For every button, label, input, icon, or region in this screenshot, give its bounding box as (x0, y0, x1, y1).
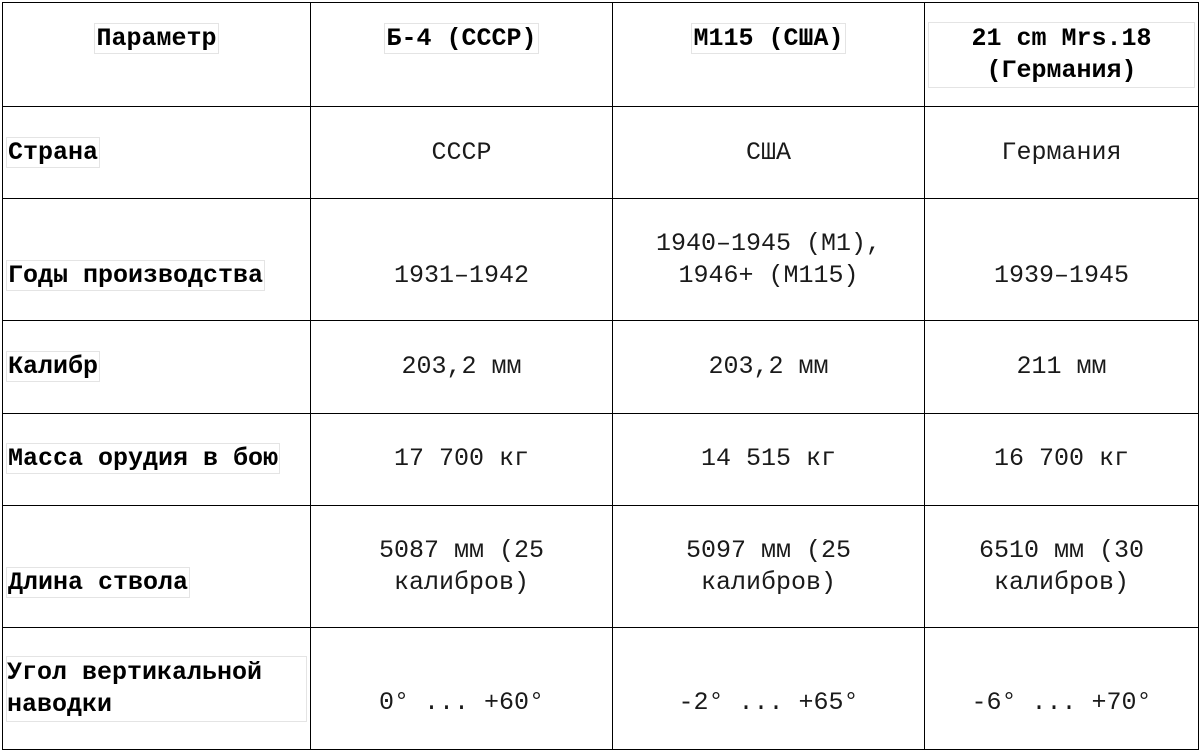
value-cell: Германия (925, 107, 1199, 199)
value-cell: -6° ... +70° (925, 627, 1199, 749)
header-label: M115 (США) (693, 24, 844, 53)
param-label: Калибр (8, 351, 99, 381)
param-label: Длина ствола (8, 567, 189, 597)
table-row (3, 505, 1199, 627)
header-label: 21 cm Mrs.18 (Германия) (929, 23, 1194, 87)
table-row (3, 321, 1199, 413)
param-label: Угол вертикальной наводки (7, 657, 306, 721)
value-cell: 5087 мм (25 калибров) (311, 505, 613, 627)
value-cell: 211 мм (925, 321, 1199, 413)
header-row (3, 3, 1199, 107)
table-row (3, 627, 1199, 749)
param-label: Годы производства (8, 261, 264, 291)
value-cell: 0° ... +60° (311, 627, 613, 749)
value-cell: США (613, 107, 925, 199)
value-cell: 14 515 кг (613, 413, 925, 505)
param-cell (3, 413, 311, 505)
value-cell: 5097 мм (25 калибров) (613, 505, 925, 627)
param-label: Масса орудия в бою (8, 444, 279, 474)
value-cell: 1931–1942 (311, 199, 613, 321)
comparison-table (2, 2, 1199, 750)
header-cell-mrs18 (925, 3, 1199, 107)
header-label: Параметр (96, 24, 217, 53)
value-cell: 1939–1945 (925, 199, 1199, 321)
value-cell: 203,2 мм (613, 321, 925, 413)
value-cell: 203,2 мм (311, 321, 613, 413)
param-cell (3, 505, 311, 627)
value-cell: -2° ... +65° (613, 627, 925, 749)
param-cell (3, 321, 311, 413)
header-cell-m115 (613, 3, 925, 107)
value-cell: 17 700 кг (311, 413, 613, 505)
header-cell-b4 (311, 3, 613, 107)
value-cell: СССР (311, 107, 613, 199)
value-cell: 16 700 кг (925, 413, 1199, 505)
table-row (3, 107, 1199, 199)
param-cell (3, 627, 311, 749)
header-cell-parameter (3, 3, 311, 107)
table-row (3, 413, 1199, 505)
table-row (3, 199, 1199, 321)
value-cell: 1940–1945 (M1), 1946+ (M115) (613, 199, 925, 321)
param-cell (3, 107, 311, 199)
param-cell (3, 199, 311, 321)
value-cell: 6510 мм (30 калибров) (925, 505, 1199, 627)
param-label: Страна (8, 137, 99, 167)
header-label: Б-4 (СССР) (386, 24, 537, 53)
